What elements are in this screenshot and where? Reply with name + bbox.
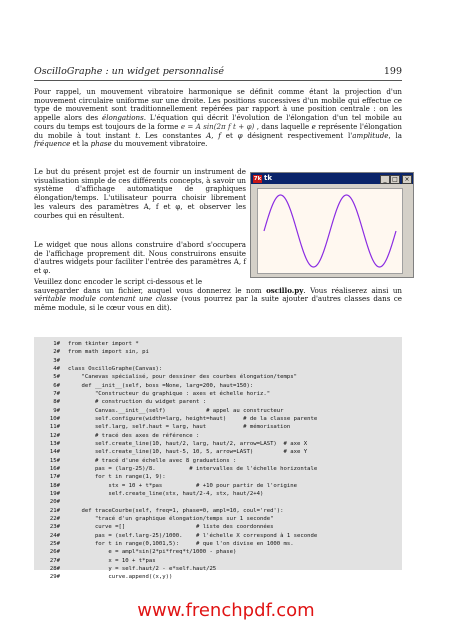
sine-chart [258,189,402,273]
code-text: curve.append((x,y)) [68,574,173,581]
code-text: "Constructeur du graphique : axes et échelle horiz." [68,390,271,397]
line-number: 20# [49,499,60,506]
code-line [40,523,317,531]
code-listing [34,337,402,581]
code-text: class OscilloGraphe(Canvas): [68,365,163,372]
code-line [40,415,317,423]
code-line [40,532,317,540]
sine-curve [264,195,396,267]
code-line [40,340,317,348]
code-text: for t in range(0,1001,5): # que l'on divise en 1000 ms. [68,540,294,547]
code-line [40,498,317,506]
minimize-button[interactable]: _ [380,175,390,184]
code-text: "tracé d'un graphique élongation/temps sur 1 seconde" [68,515,274,522]
line-number: 25# [49,540,60,547]
code-line [40,432,317,440]
line-number: 23# [49,524,60,531]
line-number: 21# [49,507,60,514]
line-number: 28# [49,565,60,572]
line-number: 10# [49,415,60,422]
line-number: 17# [49,474,60,481]
line-number: 4# [53,365,60,372]
close-button[interactable]: × [402,175,412,184]
line-number: 12# [49,432,60,439]
code-line [40,465,317,473]
code-text: self.create_line(10, haut-5, 10, 5, arrow=LAST) # axe Y [68,449,308,456]
code-text: def traceCourbe(self, freq=1, phase=0, ampl=10, coul='red'): [68,507,284,514]
running-header-title: OscilloGraphe : un widget personnalisé [34,66,225,77]
code-line [40,448,317,456]
tk-window-title: tk [264,174,273,182]
line-number: 7# [53,390,60,397]
code-line [40,473,317,481]
code-line [40,482,317,490]
code-line [40,515,317,523]
code-text: curve =[] # liste des coordonnées [68,524,274,531]
code-line [40,565,317,573]
code-text: self.larg, self.haut = larg, haut # mémorisation [68,424,291,431]
code-text: # tracé d'une échelle avec 8 graduations : [68,457,237,464]
line-number: 24# [49,532,60,539]
code-line [40,382,317,390]
watermark-text: www.frenchpdf.com [137,600,315,621]
code-text: from tkinter import * [68,341,139,347]
code-text: self.create_line(stx, haut/2-4, stx, haut/2+4) [68,490,264,497]
code-text: e = ampl*sin(2*pi*freq*t/1000 - phase) [68,549,237,556]
code-text: self.configure(width=larg, height=haut) # de la classe parente [68,415,318,422]
line-number: 18# [49,482,60,489]
tk-titlebar [251,173,413,184]
line-number: 8# [53,399,60,406]
header-rule [34,80,402,81]
line-number: 19# [49,490,60,497]
line-number: 3# [53,357,60,364]
code-line [40,407,317,415]
tk-window-screenshot [250,172,414,278]
code-line [40,390,317,398]
code-text: stx = 10 + t*pas # +10 pour partir de l'origine [68,482,298,489]
code-text: "Canevas spécialisé, pour dessiner des courbes élongation/temps" [68,374,298,381]
code-line [40,490,317,498]
line-number: 6# [53,382,60,389]
line-number: 26# [49,549,60,556]
line-number: 1# [53,341,60,347]
code-text: from math import sin, pi [68,349,149,356]
code-line [40,398,317,406]
code-line [40,557,317,565]
code-line [40,348,317,356]
code-text: y = self.haut/2 - e*self.haut/25 [68,565,217,572]
instructions-paragraph: Veuillez donc encoder le script ci-dessous et le sauvegarder dans un fichier, auquel vous donnerez le nom oscillo.py. Vous réaliserez ainsi un véritable module contenant une classe (vous pourrez par la suite ajouter d'autres classes dans ce même module, si le cœur vous en dit). [34,277,402,313]
code-text: self.create_line(10, haut/2, larg, haut/2, arrow=LAST) # axe X [68,440,308,447]
code-text: # tracé des axes de référence : [68,432,200,439]
code-line [40,457,317,465]
code-line [40,357,317,365]
code-text: # construction du widget parent : [68,399,207,406]
maximize-button[interactable]: □ [390,175,400,184]
line-number: 16# [49,465,60,472]
code-text: for t in range(1, 9): [68,474,166,481]
line-number: 9# [53,407,60,414]
line-number: 15# [49,457,60,464]
intro-paragraph: Pour rappel, un mouvement vibratoire harmonique se définit comme étant la projection d'un mouvement circulaire uniforme sur une droite. Les positions successives d'un mobile qui effectue ce type de mouvement sont traditionnellement repérées par rapport à une position centrale : on les appelle alors des élongations. L'équation qui décrit l'évolution de l'élongation d'un tel mobile au cours du temps est toujours de la forme e = A sin(2π f t + φ) , dans laquelle e représente l'élongation du mobile à tout instant t. Les constantes A, f et φ désignent respectivement l'amplitude, la fréquence et la phase du mouvement vibratoire. [34,87,403,149]
code-line [40,540,317,548]
code-line [40,373,317,381]
project-goal-paragraph: Le but du présent projet est de fournir un instrument de visualisation simple de ces différents concepts, à savoir un système d'affichage automatique de graphiques élongation/temps. L'utilisateur pourra choisir librement les valeurs des paramètres A, f et φ, et observer les courbes qui en résultent. [34,167,246,220]
widget-paragraph: Le widget que nous allons construire d'abord s'occupera de l'affichage proprement dit. Nous construirons ensuite d'autres widgets pour faciliter l'entrée des paramètres A, f et φ. [34,240,246,276]
code-text: pas = (larg-25)/8. # intervalles de l'échelle horizontale [68,465,318,472]
tk-feather-icon: 7k [253,175,262,182]
equation: e = A sin(2π f t + φ) [180,121,255,131]
line-number: 5# [53,374,60,381]
code-text: pas = (self.larg-25)/1000. # l'échelle X correspond à 1 seconde [68,532,318,539]
page-number: 199 [383,66,402,77]
code-line [40,423,317,431]
line-number: 27# [49,557,60,564]
code-line [40,365,317,373]
line-number: 2# [53,349,60,356]
code-line [40,507,317,515]
code-text: def __init__(self, boss =None, larg=200, haut=150): [68,382,254,389]
line-number: 22# [49,515,60,522]
code-lines [40,340,317,582]
line-number: 13# [49,440,60,447]
code-line [40,440,317,448]
line-number: 29# [49,574,60,581]
filename: oscillo.py [266,285,304,295]
line-number: 11# [49,424,60,431]
oscillo-canvas [257,188,403,274]
code-text: x = 10 + t*pas [68,557,156,564]
code-text: Canvas.__init__(self) # appel au constructeur [68,407,284,414]
code-line [40,548,317,556]
line-number: 14# [49,449,60,456]
code-line [40,573,317,581]
